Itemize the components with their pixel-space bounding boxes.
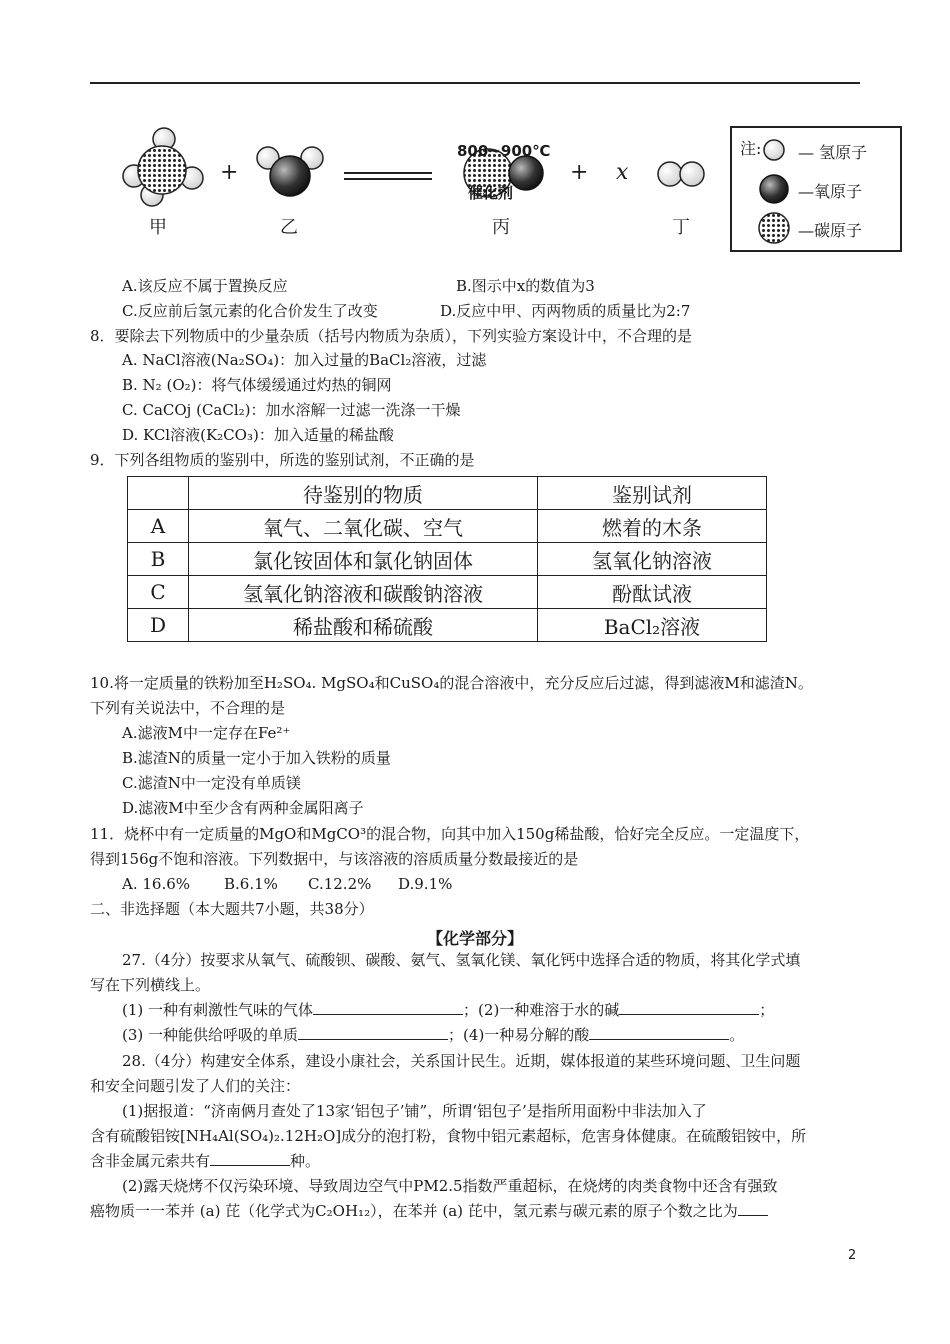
- table-cell: 酚酞试液: [538, 576, 767, 609]
- coefficient-x: x: [616, 160, 629, 185]
- answer-blank-5[interactable]: [210, 1151, 290, 1166]
- q28-p1-line1: (1)据报道：“济南俩月查处了13家‘铝包子’铺”，所谓‘铝包子’是指所用面粉中非法加入了: [122, 1102, 707, 1120]
- q27-row2: [122, 1025, 744, 1045]
- q11-option-b: B.6.1%: [224, 875, 278, 893]
- table-cell: 稀盐酸和稀硫酸: [189, 609, 538, 642]
- table-cell: 氧气、二氧化碳、空气: [189, 510, 538, 543]
- table-row: [128, 609, 767, 642]
- q7-option-c: C.反应前后氢元素的化合价发生了改变: [122, 302, 378, 320]
- reaction-diagram: [112, 118, 912, 268]
- table-cell: BaCl₂溶液: [538, 609, 767, 642]
- q28-p2-text: 癌物质一一苯并 (a) 芘（化学式为C₂OH₁₂），在苯并 (a) 芘中，氢元素与碳元素的原子个数之比为: [90, 1202, 738, 1220]
- legend-carbon: —碳原子: [798, 221, 863, 240]
- q9-stem: 9．下列各组物质的鉴别中，所选的鉴别试剂，不正确的是: [90, 451, 475, 469]
- separator: ；: [448, 1026, 464, 1044]
- table-cell: 氯化铵固体和氯化钠固体: [189, 543, 538, 576]
- reaction-temperature: 800~900℃: [457, 142, 551, 160]
- label-bing: 丙: [492, 217, 510, 238]
- q10-option-c: C.滤渣N中一定没有单质镁: [122, 774, 301, 792]
- q10-option-d: D.滤液M中至少含有两种金属阳离子: [122, 799, 364, 817]
- page-number: 2: [848, 1248, 857, 1263]
- legend-icons: [746, 128, 806, 248]
- chemistry-section-title: 【化学部分】: [426, 929, 523, 948]
- q28-p1-text: 含非金属元索共有: [90, 1152, 211, 1170]
- q27-stem-line1: 27.（4分）按要求从氧气、硫酸钡、碳酸、氨气、氢氧化镁、氧化钙中选择合适的物质，将其化学式填: [122, 951, 801, 969]
- molecule-jia: [123, 128, 203, 206]
- q28-p1-line3: [90, 1151, 320, 1171]
- answer-blank-2[interactable]: [619, 1000, 759, 1015]
- molecule-yi: [257, 147, 323, 196]
- q27-item1: (1) 一种有刺激性气味的气体: [122, 1001, 314, 1019]
- table-header-row: [128, 477, 767, 510]
- table-row: [128, 543, 767, 576]
- q27-item2: (2)一种难溶于水的碱: [478, 1001, 620, 1019]
- part2-heading: 二、非选择题（本大题共7小题，共38分）: [90, 900, 374, 918]
- q8-stem: 8．要除去下列物质中的少量杂质（括号内物质为杂质），下列实验方案设计中，不合理的是: [90, 327, 693, 345]
- period: 。: [729, 1026, 745, 1044]
- q11-option-a: A. 16.6%: [122, 875, 191, 893]
- q8-option-c: C. CaCOj (CaCl₂)：加水溶解一过滤一洗涤一干燥: [122, 401, 461, 419]
- q10-option-a: A.滤液M中一定存在Fe²⁺: [122, 724, 291, 742]
- reaction-molecules: [112, 118, 732, 268]
- q8-option-d: D. KCl溶液(K₂CO₃)：加入适量的稀盐酸: [122, 426, 394, 444]
- q7-option-b: B.图示中x的数值为3: [456, 277, 595, 295]
- table-cell: C: [128, 576, 189, 609]
- q11-option-c: C.12.2%: [308, 875, 372, 893]
- table-row: [128, 576, 767, 609]
- q11-stem-line2: 得到156g不饱和溶液。下列数据中，与该溶液的溶质质量分数最接近的是: [90, 850, 579, 868]
- q28-p2-line2: [90, 1201, 768, 1221]
- answer-blank-1[interactable]: [313, 1000, 463, 1015]
- plus-sign-2: +: [570, 160, 589, 185]
- q28-stem-line2: 和安全问题引发了人们的关注：: [90, 1077, 301, 1095]
- table-cell: 氢氧化钠溶液和碳酸钠溶液: [189, 576, 538, 609]
- q9-table: [127, 476, 767, 642]
- q28-p1-line2: 含有硫酸铝铵[NH₄Al(SO₄)₂.12H₂O]成分的泡打粉，食物中铝元素超标，危害身体健康。在硫酸铝铵中，所: [90, 1127, 807, 1145]
- diagram-legend: [730, 126, 902, 252]
- label-ding: 丁: [672, 217, 690, 238]
- oxygen-atom-icon: [760, 175, 788, 203]
- q27-item3: (3) 一种能供给呼吸的单质: [122, 1026, 299, 1044]
- q27-row1: [122, 1000, 774, 1020]
- answer-blank-3[interactable]: [298, 1025, 448, 1040]
- q8-option-b: B. N₂ (O₂)：将气体缓缓通过灼热的铜网: [122, 376, 392, 394]
- table-cell: A: [128, 510, 189, 543]
- molecule-ding: [658, 162, 704, 186]
- legend-hydrogen: — 氢原子: [798, 143, 868, 162]
- answer-blank-4[interactable]: [589, 1025, 729, 1040]
- separator: ；: [463, 1001, 479, 1019]
- legend-note: 注:: [740, 139, 762, 158]
- table-cell: 氢氧化钠溶液: [538, 543, 767, 576]
- table-header-cell: 鉴别试剂: [538, 477, 767, 510]
- table-cell: B: [128, 543, 189, 576]
- answer-blank-6[interactable]: [738, 1201, 768, 1216]
- plus-sign: +: [220, 160, 239, 185]
- table-header-cell: 待鉴别的物质: [189, 477, 538, 510]
- hydrogen-atom-icon: [764, 140, 784, 160]
- q28-p2-line1: (2)露天烧烤不仅污染环境、导致周边空气中PM2.5指数严重超标，在烧烤的肉类食物中还含有强致: [122, 1177, 778, 1195]
- carbon-atom-icon: [759, 213, 789, 243]
- q10-option-b: B.滤渣N的质量一定小于加入铁粉的质量: [122, 749, 391, 767]
- q10-stem-line1: 10.将一定质量的铁粉加至H₂SO₄. MgSO₄和CuSO₄的混合溶液中，充分反应后过滤，得到滤液M和滤渣N。: [90, 674, 813, 692]
- q11-option-d: D.9.1%: [398, 875, 453, 893]
- separator: ；: [759, 1001, 775, 1019]
- table-header-cell: [128, 477, 189, 510]
- q28-stem-line1: 28.（4分）构建安全体系，建设小康社会，关系国计民生。近期，媒体报道的某些环境问题、卫生问题: [122, 1052, 801, 1070]
- reaction-catalyst: 催化剂: [468, 184, 514, 202]
- q7-option-a: A.该反应不属于置换反应: [122, 277, 288, 295]
- q11-stem-line1: 11．烧杯中有一定质量的MgO和MgCO³的混合物，向其中加入150g稀盐酸，恰好完全反应。一定温度下，: [90, 825, 810, 843]
- q28-p1-suffix: 种。: [290, 1152, 321, 1170]
- q10-stem-line2: 下列有关说法中，不合理的是: [90, 699, 286, 717]
- q7-option-d: D.反应中甲、丙两物质的质量比为2:7: [440, 302, 691, 320]
- header-rule: [90, 82, 860, 84]
- table-row: [128, 510, 767, 543]
- q8-option-a: A. NaCl溶液(Na₂SO₄)：加入过量的BaCl₂溶液，过滤: [122, 351, 487, 369]
- label-jia: 甲: [149, 217, 167, 238]
- legend-oxygen: —氧原子: [798, 182, 863, 201]
- table-cell: 燃着的木条: [538, 510, 767, 543]
- q27-item4: (4)一种易分解的酸: [463, 1026, 590, 1044]
- q27-stem-line2: 写在下列横线上。: [90, 976, 211, 994]
- label-yi: 乙: [280, 217, 298, 238]
- table-cell: D: [128, 609, 189, 642]
